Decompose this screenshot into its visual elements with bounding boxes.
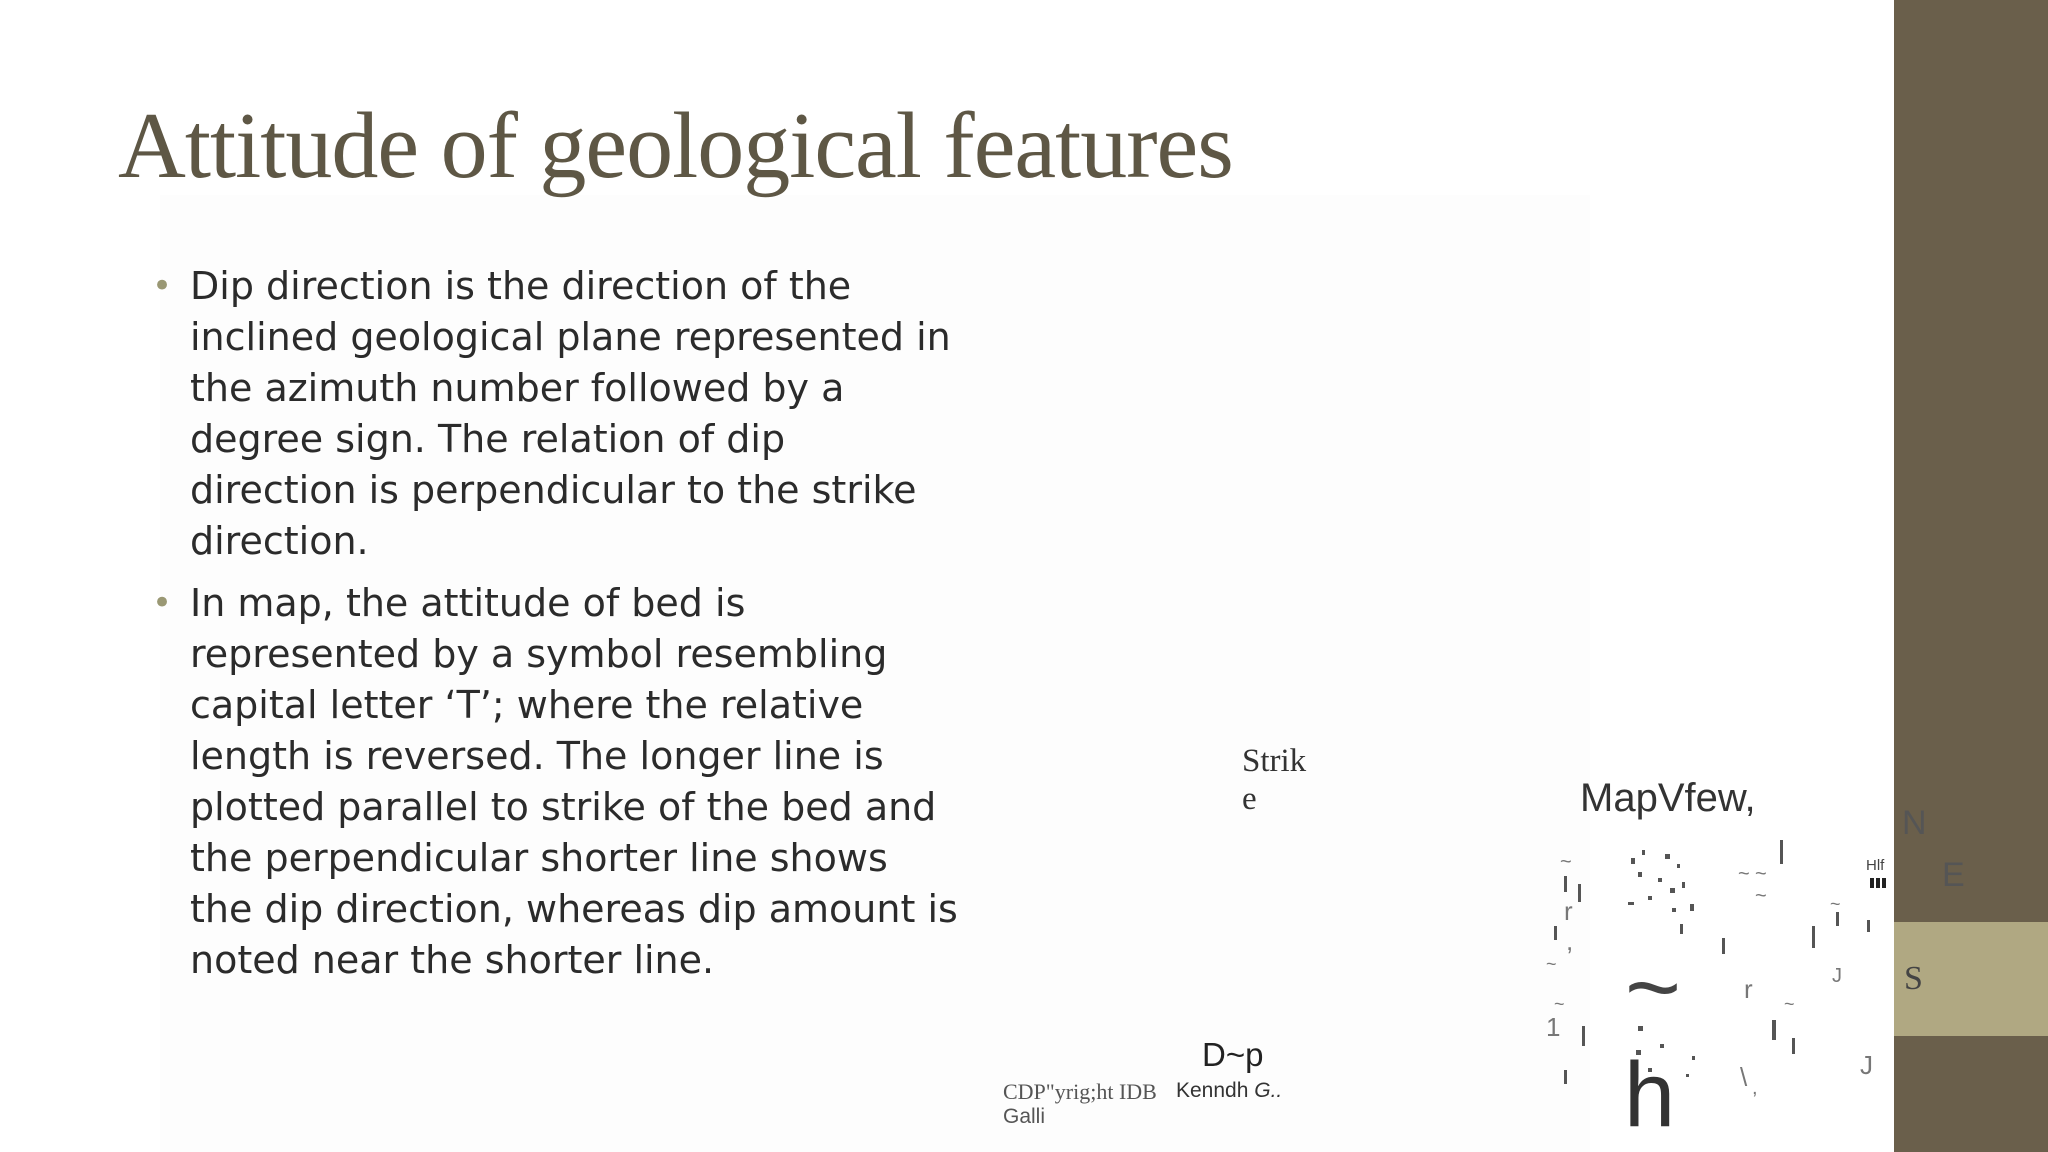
svg-text:\: \ <box>1740 1062 1748 1092</box>
bullet-text: Dip direction is the direction of the inclined geological plane represented in the azimuth number followed by a degree sign. The relation of dip direction is perpendicular to the strike direction. <box>190 264 951 563</box>
svg-text:~: ~ <box>1784 994 1795 1014</box>
compass-south-label: S <box>1904 960 1923 997</box>
copyright-author <box>1176 1079 1282 1103</box>
map-view-label: MapVfew, <box>1580 776 1756 820</box>
svg-text:~: ~ <box>1755 863 1767 885</box>
bullet-list <box>150 261 960 997</box>
dip-label: D~p <box>1202 1036 1264 1073</box>
bullet-icon: • <box>152 583 173 623</box>
svg-text:~: ~ <box>1830 894 1841 914</box>
map-sketch-glyphs <box>1546 851 1873 1099</box>
svg-text:~: ~ <box>1554 994 1565 1014</box>
copyright-line2: Galli <box>1003 1105 1046 1128</box>
svg-text:1: 1 <box>1546 1012 1561 1042</box>
svg-text:~: ~ <box>1546 954 1557 974</box>
compass-north-label: N <box>1902 804 1927 842</box>
bullet-icon: • <box>152 266 173 306</box>
big-h-glyph: h <box>1624 1044 1676 1130</box>
copyright-author-suffix: G.. <box>1254 1079 1283 1102</box>
compass-east-label: E <box>1942 856 1965 894</box>
slide-title: Attitude of geological features <box>118 94 1233 198</box>
svg-text:J: J <box>1832 965 1842 987</box>
svg-text:r: r <box>1744 974 1753 1004</box>
bullet-text: In map, the attitude of bed is represented by a symbol resembling capital letter ‘T’; where the relative length is reversed. The longer line is plotted parallel to strike of the bed and the perpendicular shorter line shows the dip direction, whereas dip amount is noted near the shorter line. <box>190 581 958 982</box>
svg-text:,: , <box>1566 926 1574 956</box>
svg-text:~: ~ <box>1738 863 1750 885</box>
big-tilde-glyph: ~ <box>1625 934 1682 1041</box>
copyright-text: CDP"yrig;ht IDB <box>1003 1079 1157 1104</box>
bullet-item <box>150 578 960 986</box>
map-view-sketch <box>1530 830 1890 1130</box>
svg-text:,: , <box>1752 1077 1758 1099</box>
strike-label <box>1242 742 1306 818</box>
svg-text:r: r <box>1564 896 1573 926</box>
map-sketch-marks <box>1554 840 1870 1084</box>
svg-text:~: ~ <box>1755 885 1767 907</box>
copyright-author-name: Kenndh <box>1176 1079 1249 1102</box>
triple-bar-mark <box>1870 878 1886 888</box>
bullet-item <box>150 261 960 567</box>
hlf-label: Hlf <box>1866 857 1885 874</box>
strike-label-line2: e <box>1242 781 1257 817</box>
svg-text:J: J <box>1860 1050 1873 1080</box>
svg-text:~: ~ <box>1560 851 1572 873</box>
strike-label-line1: Strik <box>1242 743 1307 779</box>
